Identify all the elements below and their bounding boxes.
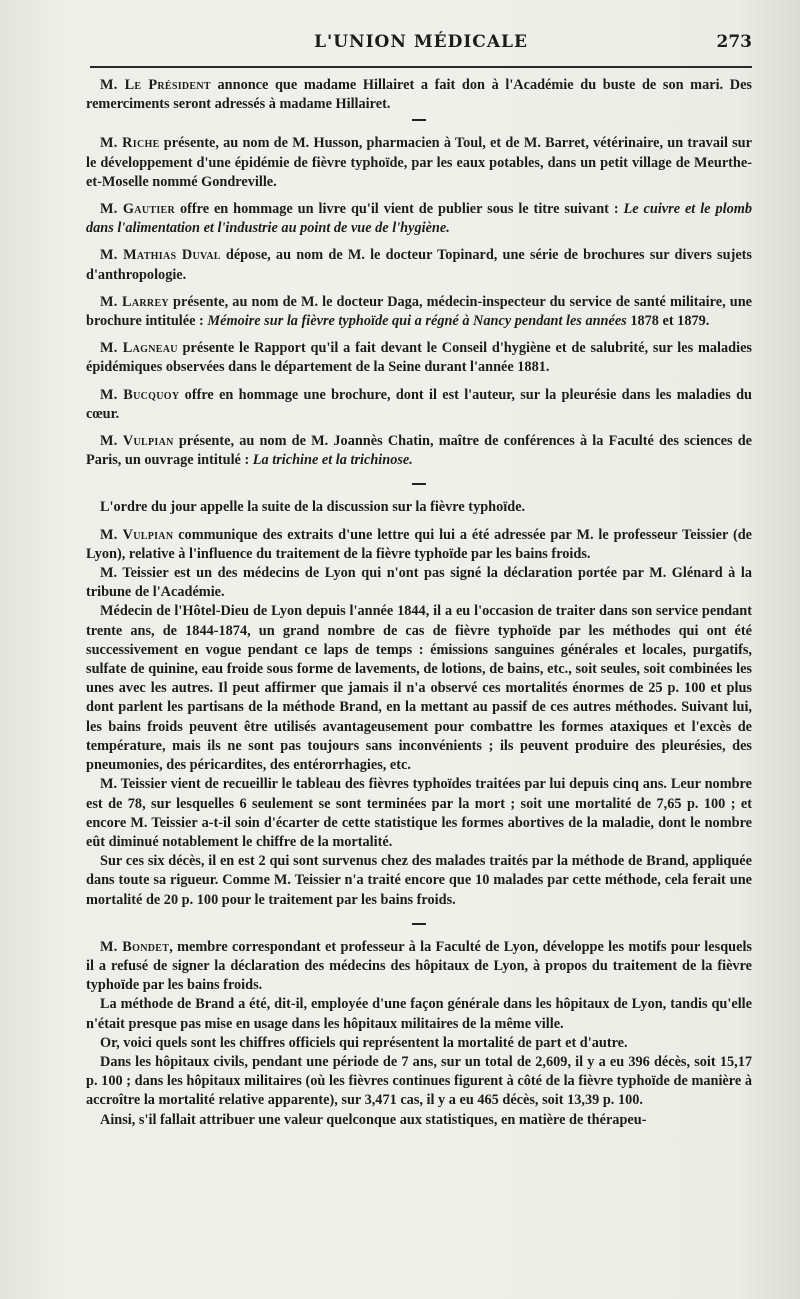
speaker-name: M. Larrey	[100, 293, 169, 310]
paragraph-text: dépose, au nom de M. le docteur Topinard, une série de brochures sur divers sujets d'anthropologie.	[86, 247, 752, 283]
paragraph-bondet	[86, 938, 752, 996]
paragraph-president	[86, 76, 752, 114]
paragraph-text: M. Teissier est un des médecins de Lyon qui n'ont pas signé la déclaration portée par M. Glénard à la tribune de l'Académie.	[86, 565, 752, 601]
section-separator	[86, 918, 752, 930]
speaker-name: M. Le Président	[100, 77, 211, 93]
paragraph-text: présente le Rapport qu'il a fait devant le Conseil d'hygiène et de salubrité, sur les maladies épidémiques observées dans le département de la Seine durant l'année 1881.	[86, 340, 752, 376]
page-number: 273	[716, 32, 752, 52]
paragraph-teissier-4	[86, 852, 752, 910]
article-body	[86, 76, 752, 1130]
paragraph-text: L'ordre du jour appelle la suite de la discussion sur la fièvre typhoïde.	[100, 499, 526, 516]
speaker-name: M. Riche	[100, 135, 160, 152]
paragraph-bondet-4	[86, 1053, 752, 1111]
book-title: La trichine et la trichinose.	[252, 452, 413, 469]
speaker-name: M. Bondet	[100, 938, 170, 955]
paragraph-tail: 1878 et 1879.	[626, 313, 710, 330]
paragraph-text: présente, au nom de M. Husson, pharmacien à Toul, et de M. Barret, vétérinaire, un travail sur le développement d'une épidémie de fièvre typhoïde, par les eaux potables, dans un petit village de Meurthe-et-Moselle nommé Gondreville.	[86, 135, 752, 190]
header-rule	[90, 66, 752, 68]
paragraph-text: M. Teissier vient de recueillir le tableau des fièvres typhoïdes traitées par lui depuis cinq ans. Leur nombre est de 78, sur lesquelles 6 seulement se sont terminées par la mort ; soit une mortalité de 7,65 p. 100 ; et encore M. Teissier a-t-il soin d'écarter de cette statistique les formes abortives de la maladie, dont le nombre eût diminué notablement le chiffre de la mortalité.	[86, 776, 752, 850]
paragraph-vulpian-teissier	[86, 526, 752, 564]
paragraph-vulpian-chatin	[86, 432, 752, 470]
section-separator	[86, 114, 752, 126]
paragraph-text: communique des extraits d'une lettre qui lui a été adressée par M. le professeur Teissier (de Lyon), relative à l'influence du traitement de la fièvre typhoïde par les bains froids.	[86, 526, 752, 562]
speaker-name: M. Mathias Duval	[100, 247, 221, 264]
paragraph-text: Ainsi, s'il fallait attribuer une valeur quelconque aux statistiques, en matière de thérapeu-	[100, 1111, 647, 1128]
paragraph-ordre-du-jour	[86, 498, 752, 517]
book-title: Mémoire sur la fièvre typhoïde qui a régné à Nancy pendant les années	[207, 313, 627, 330]
paragraph-bondet-3	[86, 1034, 752, 1053]
paragraph-text: offre en hommage un livre qu'il vient de publier sous le titre suivant :	[175, 201, 624, 218]
paragraph-text: Sur ces six décès, il en est 2 qui sont survenus chez des malades traités par la méthode de Brand, appliquée dans toute sa rigueur. Comme M. Teissier n'a traité encore que 10 malades par cette méthode, cela ferait une mortalité de 20 p. 100 pour le traitement par les bains froids.	[86, 853, 752, 908]
paragraph-text: Dans les hôpitaux civils, pendant une période de 7 ans, sur un total de 2,609, il y a eu 396 décès, soit 15,17 p. 100 ; dans les hôpitaux militaires (où les fièvres continues figurent à côté de la fièvre typhoïde de manière à accroître la mortalité relative apparente), sur 3,471 cas, il y a eu 465 décès, soit 13,39 p. 100.	[86, 1053, 752, 1109]
paragraph-bondet-5	[86, 1111, 752, 1130]
paragraph-gautier	[86, 200, 752, 238]
paragraph-text: Médecin de l'Hôtel-Dieu de Lyon depuis l'année 1844, il a eu l'occasion de traiter dans son service pendant trente ans, de 1844-1874, un grand nombre de cas de fièvre typhoïde par les méthodes qui ont été successivement en vogue pendant ce laps de temps : émissions sanguines générales et locales, purgatifs, sulfate de quinine, eau froide sous forme de lavements, de lotions, de bains, etc., soit seules, soit combinées les unes avec les autres. Il peut affirmer que jamais il n'a observé ces mortalités énormes de 25 p. 100 et plus dont parlent les partisans de la méthode Brand, en la mettant au passif de ces autres méthodes. Suivant lui, les bains froids peuvent être utilisés avantageusement pour combattre les formes ataxiques et l'excès de température, mais ils ne sont pas toujours sans inconvénients ; ils peuvent produire des pleurésies, des pneumonies, des péricardites, des entérorrhagies, etc.	[86, 603, 752, 774]
paragraph-riche	[86, 134, 752, 192]
paragraph-bucquoy	[86, 386, 752, 424]
speaker-name: M. Bucquoy	[100, 386, 180, 403]
speaker-name: M. Lagneau	[100, 340, 178, 357]
running-head	[90, 30, 752, 56]
paragraph-text: , membre correspondant et professeur à la Faculté de Lyon, développe les motifs pour lesquels il a refusé de signer la déclaration des médecins des hôpitaux de Lyon, à propos du traitement de la fièvre typhoïde par les bains froids.	[86, 938, 752, 994]
paragraph-text: Or, voici quels sont les chiffres officiels qui représentent la mortalité de part et d'autre.	[100, 1034, 628, 1051]
book-title: Le cuivre et le plomb dans l'alimentation et l'industrie au point de vue de l'hygiène.	[86, 201, 752, 237]
paragraph-text: offre en hommage une brochure, dont il est l'auteur, sur la pleurésie dans les maladies du cœur.	[86, 386, 752, 422]
running-title: L'UNION MÉDICALE	[314, 32, 528, 52]
paragraph-teissier-1	[86, 564, 752, 602]
speaker-name: M. Gautier	[100, 201, 176, 218]
paragraph-duval	[86, 246, 752, 284]
paragraph-bondet-2	[86, 995, 752, 1033]
speaker-name: M. Vulpian	[100, 526, 174, 543]
paragraph-teissier-3	[86, 775, 752, 852]
paragraph-larrey	[86, 293, 752, 331]
speaker-name: M. Vulpian	[100, 433, 174, 450]
paragraph-teissier-2	[86, 602, 752, 775]
section-separator	[86, 478, 752, 490]
paragraph-text: présente, au nom de M. le docteur Daga, médecin-inspecteur du service de santé militaire, une brochure intitulée :	[86, 293, 752, 330]
paragraph-text: La méthode de Brand a été, dit-il, employée d'une façon générale dans les hôpitaux de Lyon, tandis qu'elle n'était presque pas mise en usage dans les hôpitaux militaires de la même ville.	[86, 996, 752, 1032]
paragraph-text: présente, au nom de M. Joannès Chatin, maître de conférences à la Faculté des sciences de Paris, un ouvrage intitulé :	[86, 433, 752, 469]
paragraph-text: annonce que madame Hillairet a fait don à l'Académie du buste de son mari. Des remerciments seront adressés à madame Hillairet.	[86, 77, 752, 113]
paragraph-lagneau	[86, 339, 752, 377]
